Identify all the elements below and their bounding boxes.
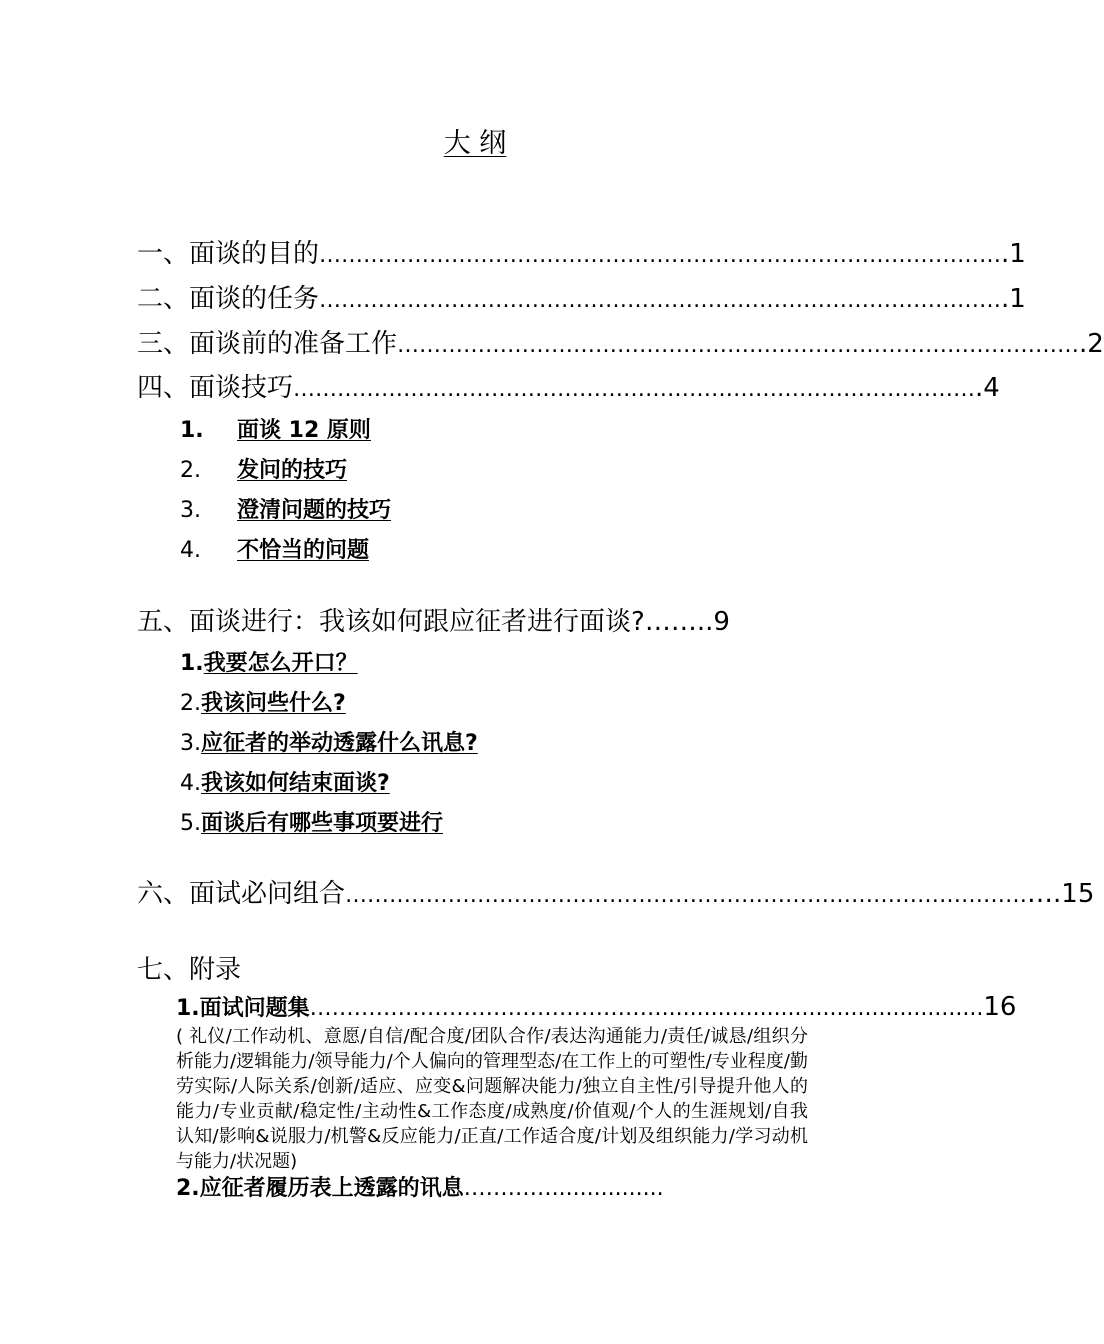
technique-item-4[interactable] bbox=[180, 536, 369, 566]
appendix-item-resume-info[interactable] bbox=[176, 1172, 778, 1206]
toc-entry-page: ….15 bbox=[1027, 879, 1095, 909]
toc-entry-purpose[interactable] bbox=[137, 236, 1026, 272]
toc-entry-tasks[interactable] bbox=[137, 281, 1026, 317]
list-number: 2. bbox=[180, 691, 201, 716]
toc-entry-must-ask[interactable] bbox=[137, 876, 1095, 912]
toc-leader-dots: ………………………………………………………………………………… bbox=[293, 377, 976, 402]
technique-item-1[interactable] bbox=[180, 416, 371, 446]
toc-entry-label: 四、面谈技巧 bbox=[137, 373, 294, 403]
process-link: 应征者的举动透露什么讯息? bbox=[201, 731, 478, 756]
list-number: 1. bbox=[180, 418, 204, 443]
appendix-item-label: 2.应征者履历表上透露的讯息 bbox=[176, 1176, 464, 1201]
toc-entry-appendix[interactable] bbox=[137, 952, 241, 988]
toc-entry-page: 9 bbox=[713, 607, 730, 637]
toc-entry-page: .2 bbox=[1079, 329, 1104, 359]
list-number: 5. bbox=[180, 811, 201, 836]
list-number: 4. bbox=[180, 538, 201, 563]
appendix-item-label: 1.面试问题集 bbox=[176, 996, 310, 1021]
toc-leader-dots: ………………………………………………………………………………… bbox=[345, 883, 1028, 908]
list-number: 2. bbox=[180, 458, 201, 483]
technique-link: 不恰当的问题 bbox=[237, 538, 370, 563]
page-title: 大 纲 bbox=[443, 128, 507, 159]
toc-leader-dots: ………………………………………….............................................. bbox=[309, 996, 984, 1021]
process-item-5[interactable] bbox=[180, 809, 443, 839]
toc-entry-page: .1 bbox=[1001, 239, 1026, 269]
toc-entry-techniques[interactable] bbox=[137, 370, 1000, 406]
process-item-2[interactable] bbox=[180, 689, 346, 719]
toc-entry-label: 七、附录 bbox=[137, 955, 242, 985]
toc-entry-label: 一、面谈的目的 bbox=[137, 239, 320, 269]
toc-leader-dots: ………………………………………………………………………………… bbox=[319, 243, 1002, 268]
toc-leader-dots: …………................ bbox=[463, 1176, 664, 1201]
toc-entry-page: .1 bbox=[1001, 284, 1026, 314]
toc-entry-interview-process[interactable] bbox=[137, 604, 730, 640]
toc-entry-label: 三、面谈前的准备工作 bbox=[137, 329, 398, 359]
toc-entry-label: 六、面试必问组合 bbox=[137, 879, 346, 909]
process-link: 我该问些什么? bbox=[201, 691, 346, 716]
toc-entry-preparation[interactable] bbox=[137, 326, 1104, 362]
appendix-item-question-set[interactable] bbox=[176, 990, 1017, 1024]
process-link: 我要怎么开口？ bbox=[203, 651, 358, 676]
technique-link: 发问的技巧 bbox=[237, 458, 348, 483]
technique-item-3[interactable] bbox=[180, 496, 391, 526]
technique-item-2[interactable] bbox=[180, 456, 347, 486]
toc-leader-dots: ………………………………………………………………………………… bbox=[319, 288, 1002, 313]
process-link: 面谈后有哪些事项要进行 bbox=[201, 811, 444, 836]
technique-link: 面谈 12 原则 bbox=[237, 418, 371, 443]
list-number: 3. bbox=[180, 731, 201, 756]
process-item-3[interactable] bbox=[180, 729, 478, 759]
toc-entry-page: .4 bbox=[975, 373, 1000, 403]
toc-entry-label: 五、面谈进行：我该如何跟应征者进行面谈? bbox=[137, 607, 645, 637]
technique-link: 澄清问题的技巧 bbox=[237, 498, 392, 523]
toc-leader-dots: ………………………………………………………………………………… bbox=[397, 333, 1080, 358]
appendix-description: ( 礼仪/工作动机、意愿/自信/配合度/团队合作/表达沟通能力/责任/诚恳/组织分析能力/逻辑能力/领导能力/个人偏向的管理型态/在工作上的可塑性/专业程度/勤劳实际/人际关系/创新/适应、应变&问题解决能力/独立自主性/引导提升他人的能力/专业贡献/稳定性/主动性&工作态度/成熟度/价值观/个人的生涯规划/自我认知/影响&说服力/机警&反应能力/正直/工作适合度/计划及组织能力/学习动机与能力/状况题) bbox=[176, 1026, 808, 1172]
appendix-item-page: 16 bbox=[983, 992, 1017, 1022]
list-number: 4. bbox=[180, 771, 201, 796]
process-item-4[interactable] bbox=[180, 769, 390, 799]
list-number: 3. bbox=[180, 498, 201, 523]
process-link: 我该如何结束面谈? bbox=[201, 771, 390, 796]
toc-leader-dots: …….. bbox=[644, 607, 714, 637]
process-item-1[interactable] bbox=[180, 649, 358, 679]
list-number: 1. bbox=[180, 651, 204, 676]
toc-entry-label: 二、面谈的任务 bbox=[137, 284, 320, 314]
